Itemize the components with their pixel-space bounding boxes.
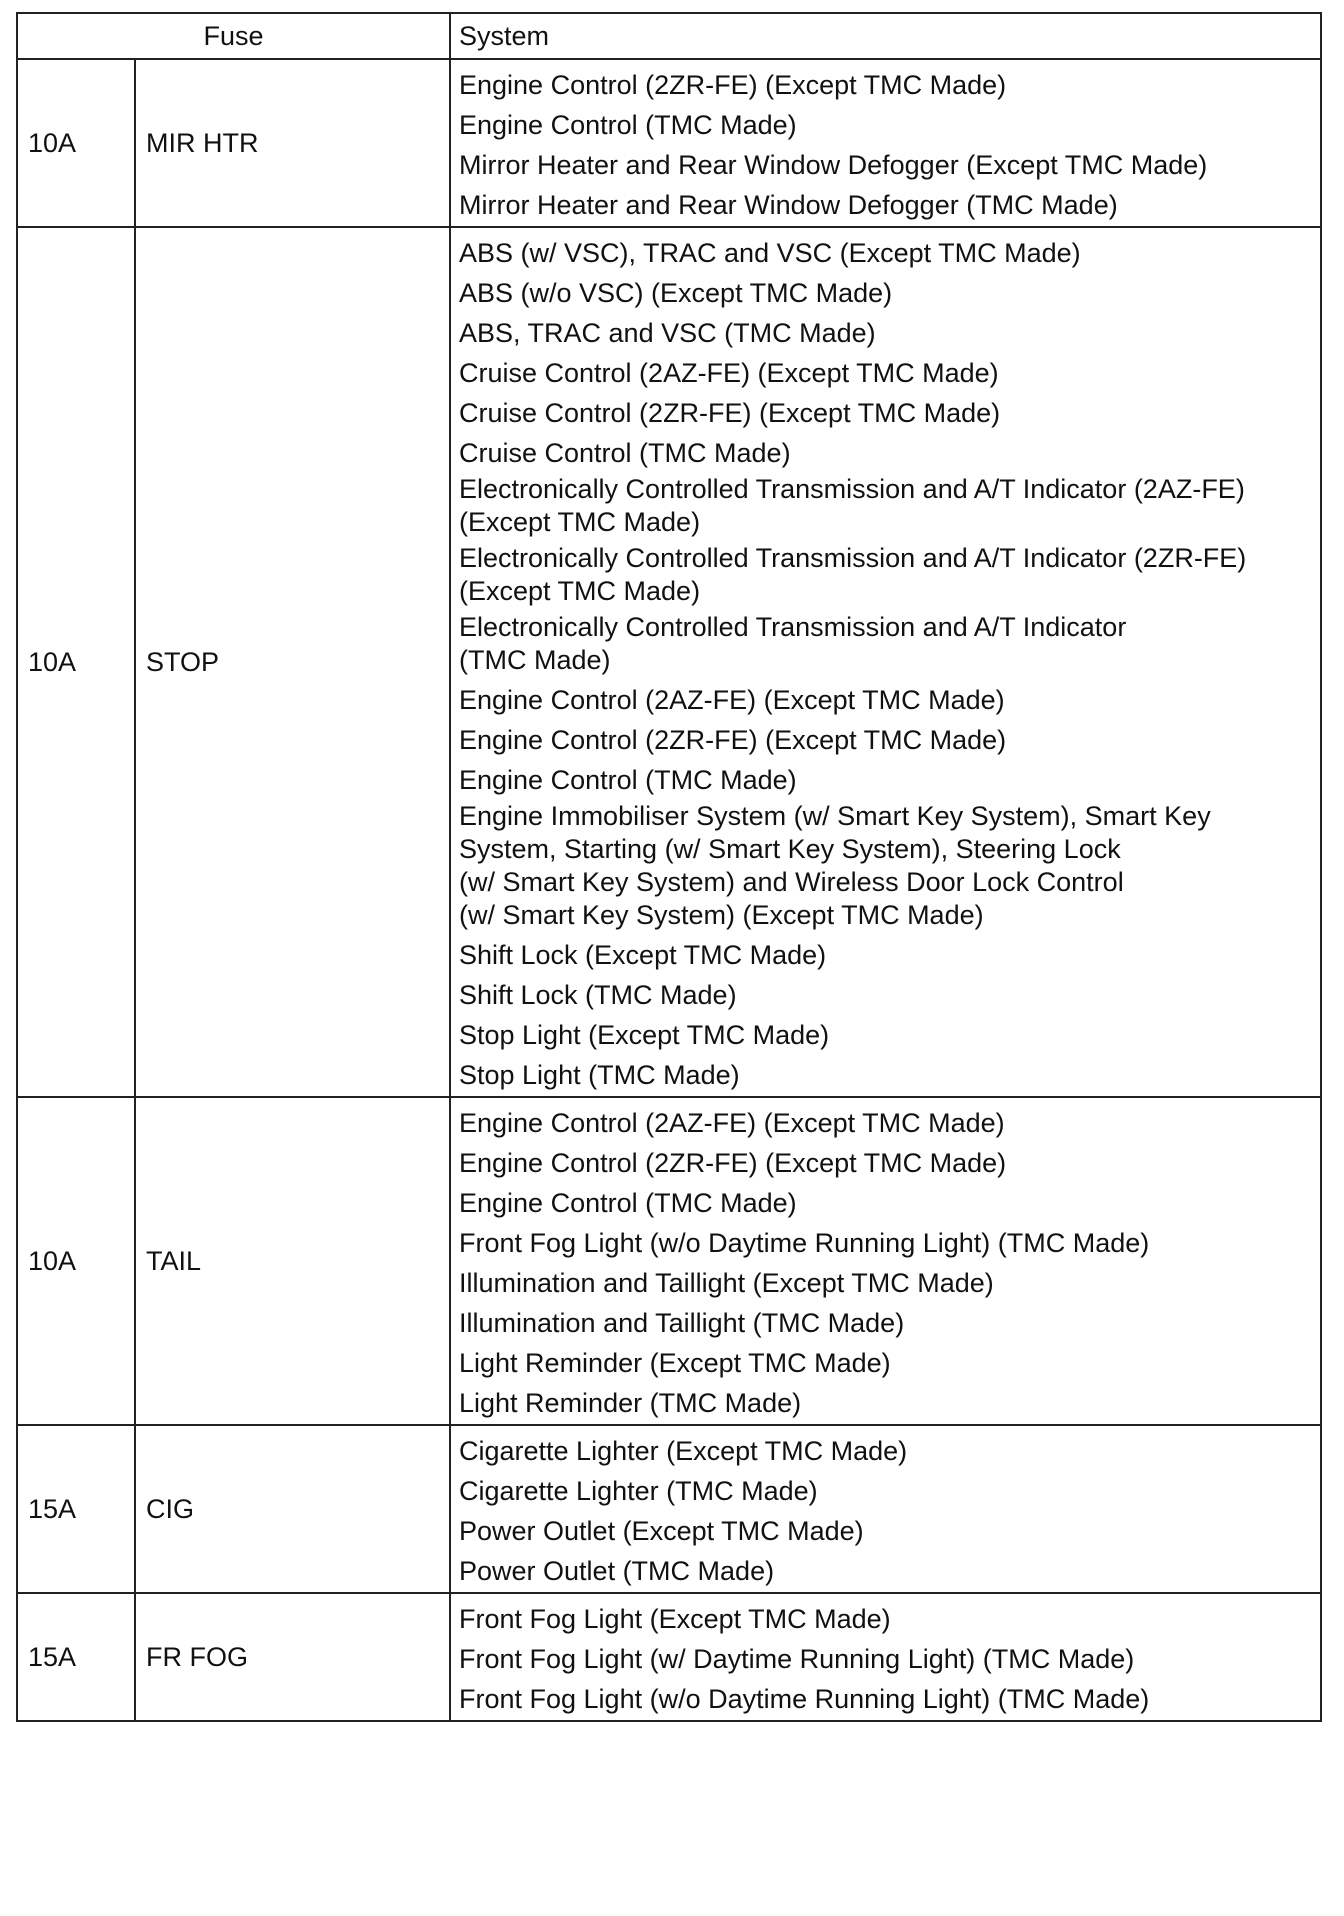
system-entry-text: Light Reminder (TMC Made) xyxy=(459,1388,802,1418)
system-entry-text: Engine Immobiliser System (w/ Smart Key System), Smart Key xyxy=(459,801,1211,831)
system-entry xyxy=(459,1340,1312,1380)
system-entry-text: Shift Lock (Except TMC Made) xyxy=(459,940,827,970)
system-entry xyxy=(459,1220,1312,1260)
system-entry-text: Cigarette Lighter (TMC Made) xyxy=(459,1476,818,1506)
system-entry xyxy=(459,102,1312,142)
fuse-table-body xyxy=(17,59,1321,1721)
system-entry xyxy=(459,717,1312,757)
system-entry-text: Illumination and Taillight (TMC Made) xyxy=(459,1308,905,1338)
system-entry-text: (w/ Smart Key System) and Wireless Door Lock Control xyxy=(459,867,1124,897)
system-entry xyxy=(459,350,1312,390)
table-row xyxy=(17,227,1321,1097)
system-entry-text: Front Fog Light (w/o Daytime Running Light) (TMC Made) xyxy=(459,1228,1150,1258)
fuse-name: STOP xyxy=(135,227,450,1097)
fuse-amperage: 10A xyxy=(17,227,135,1097)
system-list xyxy=(450,1425,1321,1593)
system-entry-text: Cruise Control (2ZR-FE) (Except TMC Made) xyxy=(459,398,1001,428)
system-entry xyxy=(459,677,1312,717)
system-entry-text: Power Outlet (TMC Made) xyxy=(459,1556,775,1586)
fuse-amperage: 15A xyxy=(17,1593,135,1721)
table-row xyxy=(17,1593,1321,1721)
system-entry xyxy=(459,430,1312,470)
system-entry xyxy=(459,1100,1312,1140)
system-entry-text: ABS, TRAC and VSC (TMC Made) xyxy=(459,318,876,348)
system-entry-text: (Except TMC Made) xyxy=(459,507,701,537)
system-entry-text: Cigarette Lighter (Except TMC Made) xyxy=(459,1436,908,1466)
system-entry xyxy=(459,310,1312,350)
system-entry-text: Mirror Heater and Rear Window Defogger (TMC Made) xyxy=(459,190,1118,220)
system-entry-text: Engine Control (2AZ-FE) (Except TMC Made) xyxy=(459,1108,1005,1138)
system-entry-text: (Except TMC Made) xyxy=(459,576,701,606)
system-entry xyxy=(459,390,1312,430)
system-entry-text: Engine Control (2ZR-FE) (Except TMC Made) xyxy=(459,70,1007,100)
system-list xyxy=(450,227,1321,1097)
system-entry-text: Engine Control (TMC Made) xyxy=(459,1188,797,1218)
system-entry-text: Electronically Controlled Transmission and A/T Indicator (2ZR-FE) xyxy=(459,543,1247,573)
system-entry-text: Power Outlet (Except TMC Made) xyxy=(459,1516,864,1546)
system-entry xyxy=(459,1260,1312,1300)
system-entry-text: Engine Control (TMC Made) xyxy=(459,110,797,140)
system-entry xyxy=(459,608,1312,677)
system-entry xyxy=(459,1508,1312,1548)
system-entry-text: Stop Light (TMC Made) xyxy=(459,1060,740,1090)
system-entry xyxy=(459,1636,1312,1676)
system-entry xyxy=(459,1052,1312,1092)
fuse-name: TAIL xyxy=(135,1097,450,1425)
fuse-table xyxy=(16,12,1322,1722)
system-entry xyxy=(459,1012,1312,1052)
system-entry xyxy=(459,539,1312,608)
system-entry xyxy=(459,1548,1312,1588)
system-entry xyxy=(459,142,1312,182)
system-entry-text: (TMC Made) xyxy=(459,645,611,675)
system-entry-text: Electronically Controlled Transmission and A/T Indicator (2AZ-FE) xyxy=(459,474,1245,504)
system-entry-text: Light Reminder (Except TMC Made) xyxy=(459,1348,891,1378)
system-entry xyxy=(459,932,1312,972)
system-entry-text: (w/ Smart Key System) (Except TMC Made) xyxy=(459,900,984,930)
table-row xyxy=(17,59,1321,227)
system-entry-text: Cruise Control (2AZ-FE) (Except TMC Made) xyxy=(459,358,999,388)
system-entry xyxy=(459,1428,1312,1468)
table-header-row xyxy=(17,13,1321,59)
fuse-amperage: 15A xyxy=(17,1425,135,1593)
system-entry-text: Electronically Controlled Transmission and A/T Indicator xyxy=(459,612,1127,642)
fuse-name: MIR HTR xyxy=(135,59,450,227)
fuse-name: CIG xyxy=(135,1425,450,1593)
system-entry xyxy=(459,1380,1312,1420)
system-entry xyxy=(459,972,1312,1012)
system-entry xyxy=(459,1300,1312,1340)
system-entry-text: Mirror Heater and Rear Window Defogger (Except TMC Made) xyxy=(459,150,1208,180)
system-entry xyxy=(459,1596,1312,1636)
system-entry xyxy=(459,270,1312,310)
system-entry xyxy=(459,470,1312,539)
system-entry xyxy=(459,62,1312,102)
system-entry-text: System, Starting (w/ Smart Key System), Steering Lock xyxy=(459,834,1121,864)
table-row xyxy=(17,1097,1321,1425)
system-list xyxy=(450,59,1321,227)
system-entry-text: Front Fog Light (w/ Daytime Running Light) (TMC Made) xyxy=(459,1644,1135,1674)
header-system: System xyxy=(450,13,1321,59)
system-entry-text: ABS (w/ VSC), TRAC and VSC (Except TMC Made) xyxy=(459,238,1081,268)
system-entry-text: Stop Light (Except TMC Made) xyxy=(459,1020,830,1050)
header-fuse: Fuse xyxy=(17,13,450,59)
system-entry-text: Front Fog Light (w/o Daytime Running Light) (TMC Made) xyxy=(459,1684,1150,1714)
system-entry xyxy=(459,1180,1312,1220)
table-row xyxy=(17,1425,1321,1593)
system-entry xyxy=(459,1468,1312,1508)
system-entry-text: Engine Control (2AZ-FE) (Except TMC Made) xyxy=(459,685,1005,715)
system-entry-text: Shift Lock (TMC Made) xyxy=(459,980,737,1010)
system-list xyxy=(450,1593,1321,1721)
system-entry xyxy=(459,182,1312,222)
system-entry xyxy=(459,1140,1312,1180)
system-entry-text: Engine Control (2ZR-FE) (Except TMC Made) xyxy=(459,725,1007,755)
system-entry-text: Engine Control (TMC Made) xyxy=(459,765,797,795)
system-entry-text: Engine Control (2ZR-FE) (Except TMC Made) xyxy=(459,1148,1007,1178)
system-entry-text: Front Fog Light (Except TMC Made) xyxy=(459,1604,891,1634)
system-entry-text: Illumination and Taillight (Except TMC Made) xyxy=(459,1268,994,1298)
fuse-amperage: 10A xyxy=(17,1097,135,1425)
system-entry xyxy=(459,797,1312,932)
system-list xyxy=(450,1097,1321,1425)
system-entry xyxy=(459,1676,1312,1716)
system-entry-text: ABS (w/o VSC) (Except TMC Made) xyxy=(459,278,893,308)
fuse-amperage: 10A xyxy=(17,59,135,227)
system-entry xyxy=(459,757,1312,797)
system-entry xyxy=(459,230,1312,270)
system-entry-text: Cruise Control (TMC Made) xyxy=(459,438,791,468)
fuse-name: FR FOG xyxy=(135,1593,450,1721)
